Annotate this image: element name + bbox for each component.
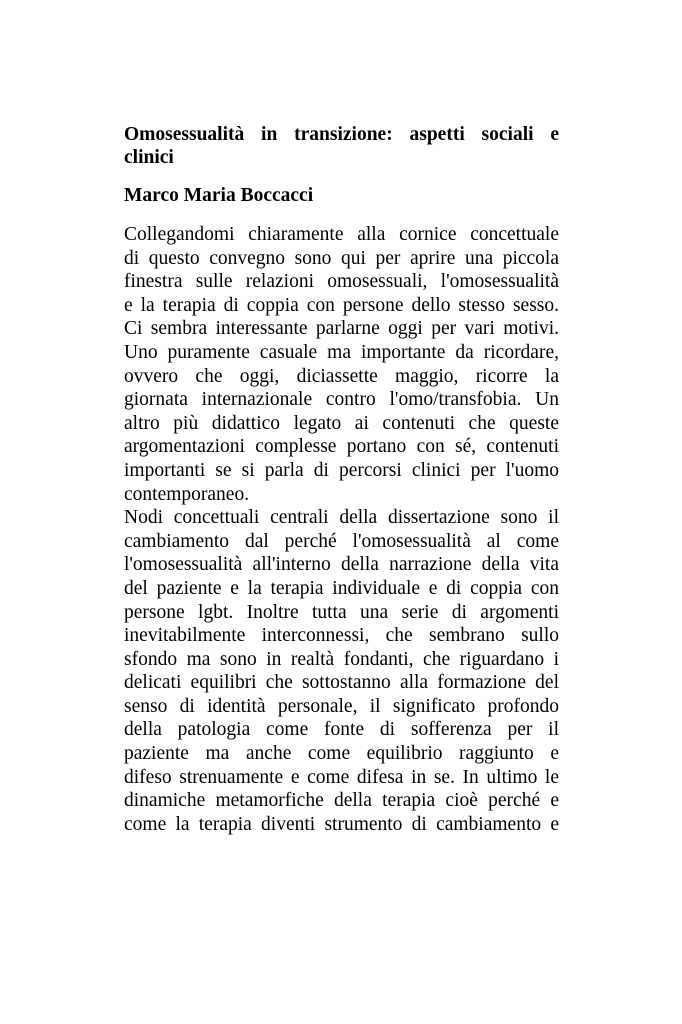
text-line: Collegandomi chiaramente alla cornice concettuale — [124, 224, 559, 245]
paragraph-main — [124, 506, 559, 836]
text-line: del paziente e la terapia individuale e di coppia con — [124, 577, 559, 599]
author-name: Marco Maria Boccacci — [124, 185, 314, 206]
text-line: altro più didattico legato ai contenuti che queste — [124, 412, 559, 434]
text-line: giornata internazionale contro l'omo/transfobia. Un — [124, 389, 559, 411]
text-line: come la terapia diventi strumento di cambiamento e — [124, 813, 559, 835]
text-line: delicati equilibri che sottostanno alla formazione del — [124, 672, 559, 694]
text-line: Ci sembra interessante parlarne oggi per vari motivi. — [124, 318, 559, 340]
text-line: l'omosessualità all'interno della narrazione della vita — [124, 554, 559, 576]
text-line: argomentazioni complesse portano con sé, contenuti — [124, 436, 559, 458]
text-line: finestra sulle relazioni omosessuali, l'omosessualità — [124, 271, 559, 293]
text-line: Nodi concettuali centrali della dissertazione sono il — [124, 507, 559, 529]
text-line: della patologia come fonte di sofferenza per il — [124, 719, 559, 741]
text-line: Uno puramente casuale ma importante da ricordare, — [124, 341, 559, 363]
paragraph-intro — [124, 223, 559, 506]
text-line: inevitabilmente interconnessi, che sembrano sullo — [124, 625, 559, 647]
text-line: difeso strenuamente e come difesa in se. In ultimo le — [124, 766, 559, 788]
text-line: ovvero che oggi, diciassette maggio, ricorre la — [124, 365, 559, 387]
text-line: cambiamento dal perché l'omosessualità al come — [124, 530, 559, 552]
text-line: persone lgbt. Inoltre tutta una serie di argomenti — [124, 601, 559, 623]
text-line: paziente ma anche come equilibrio raggiunto e — [124, 743, 559, 765]
text-line: sfondo ma sono in realtà fondanti, che riguardano i — [124, 648, 559, 670]
page-title — [124, 123, 559, 169]
text-line: dinamiche metamorfiche della terapia cioè perché e — [124, 790, 559, 812]
text-line: di questo convegno sono qui per aprire una piccola — [124, 247, 559, 269]
title-line: Omosessualità in transizione: aspetti sociali e — [124, 124, 559, 145]
title-line: clinici — [124, 147, 174, 168]
text-line: e la terapia di coppia con persone dello stesso sesso. — [124, 294, 559, 316]
page-content — [124, 123, 559, 836]
text-line: contemporaneo. — [124, 483, 250, 505]
text-line: importanti se si parla di percorsi clinici per l'uomo — [124, 459, 559, 481]
text-line: senso di identità personale, il significato profondo — [124, 695, 559, 717]
